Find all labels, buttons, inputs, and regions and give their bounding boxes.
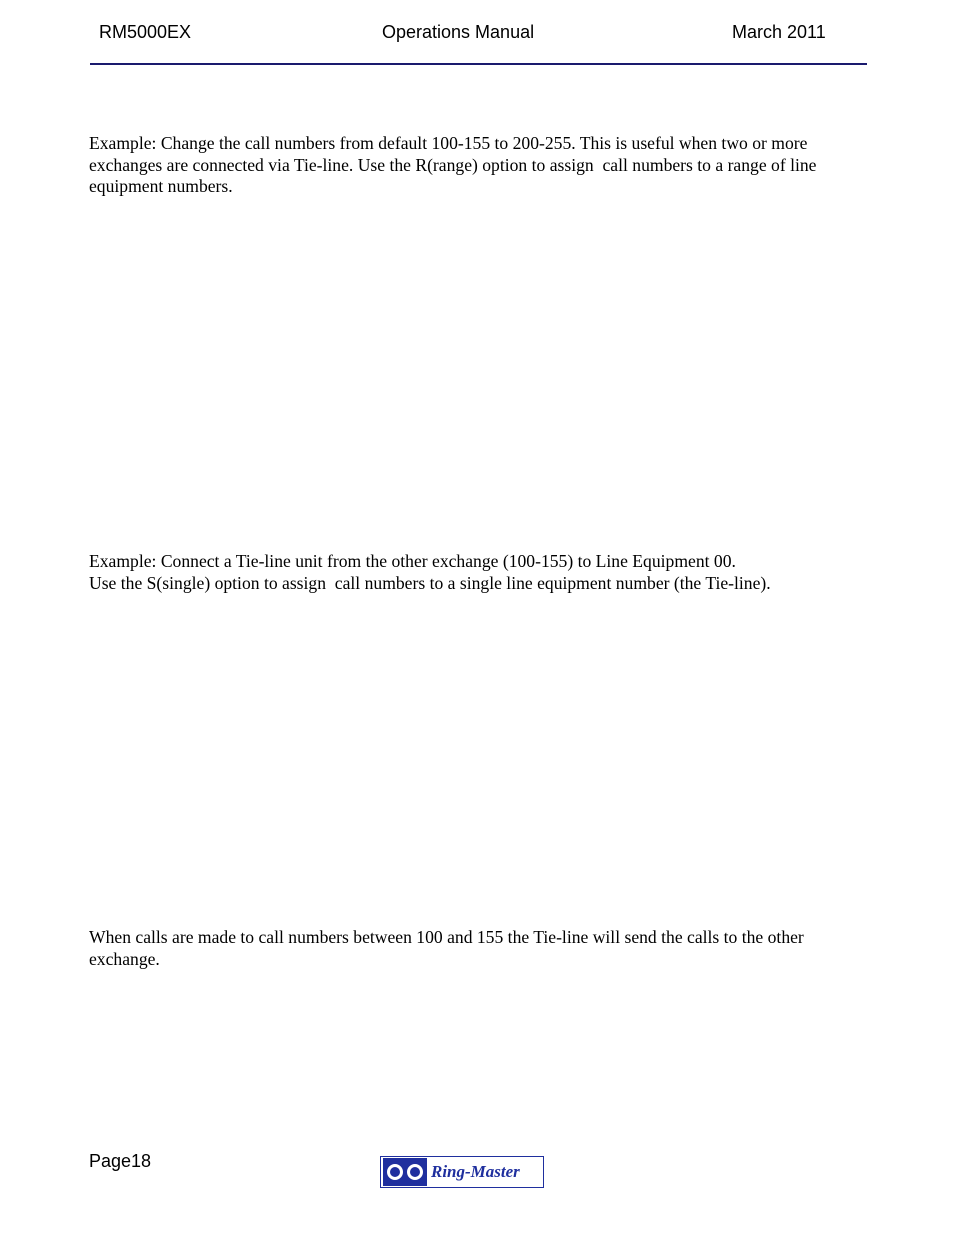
paragraph-line: Example: Change the call numbers from default 100-155 to 200-255. This is useful when two or more (89, 133, 808, 153)
header-divider (90, 63, 867, 65)
header-date: March 2011 (732, 22, 826, 42)
header-document-title: Operations Manual (382, 22, 535, 42)
paragraph-line: When calls are made to call numbers between 100 and 155 the Tie-line will send the calls to the other (89, 927, 804, 947)
ring-icon (407, 1164, 423, 1180)
paragraph-line: exchanges are connected via Tie-line. Use the R(range) option to assign call numbers to a range of line (89, 154, 817, 175)
page-number: Page18 (89, 1151, 152, 1171)
ring-master-logo (380, 1156, 544, 1188)
logo-text: Ring-Master (431, 1162, 520, 1181)
ring-icon (387, 1164, 403, 1180)
paragraph-line: equipment numbers. (89, 176, 233, 196)
logo-rings-icon (383, 1158, 427, 1186)
example-range-paragraph (89, 133, 879, 198)
paragraph-line: Example: Connect a Tie-line unit from the other exchange (100-155) to Line Equipment 00. (89, 551, 736, 571)
header-product-name: RM5000EX (99, 22, 192, 42)
tie-line-note-paragraph (89, 927, 879, 970)
paragraph-line: Use the S(single) option to assign call numbers to a single line equipment number (the Tie-line). (89, 572, 771, 593)
example-single-paragraph (89, 551, 879, 594)
paragraph-line: exchange. (89, 948, 160, 969)
